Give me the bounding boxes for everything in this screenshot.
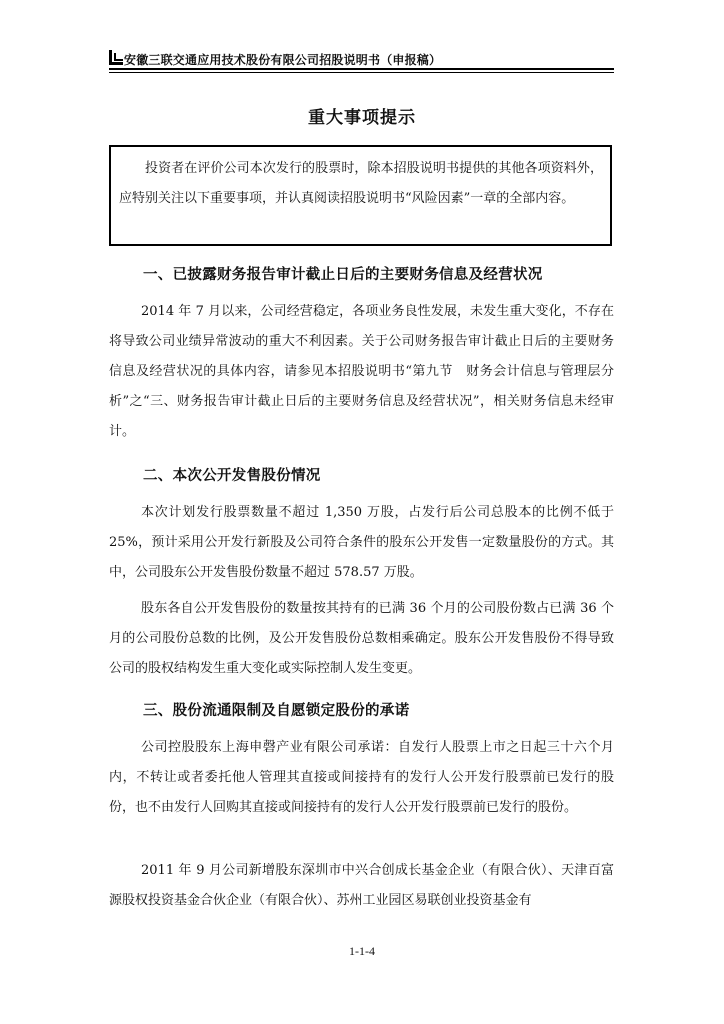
- company-logo-icon: [109, 50, 123, 65]
- section-heading-1: 一、已披露财务报告审计截止日后的主要财务信息及经营状况: [143, 267, 543, 283]
- page-title: 重大事项提示: [308, 108, 416, 128]
- page-number: 1-1-4: [349, 944, 375, 958]
- section-3-paragraph-1: 公司控股股东上海申磬产业有限公司承诺：自发行人股票上市之日起三十六个月内，不转让或者委托他人管理其直接或间接持有的发行人公开发行股票前已发行的股份，也不由发行人回购其直接或间接持有的发行人公开发行股票前已发行的股份。: [109, 740, 614, 815]
- document-header: [109, 48, 614, 70]
- section-2-paragraph-1: 本次计划发行股票数量不超过 1,350 万股，占发行后公司总股本的比例不低于 25%，预计采用公开发行新股及公司符合条件的股东公开发售一定数量股份的方式。其中，公司股东公开发售股份数量不超过 578.57 万股。: [109, 505, 614, 580]
- notice-text: 投资者在评价公司本次发行的股票时，除本招股说明书提供的其他各项资料外，应特别关注以下重要事项，并认真阅读招股说明书“风险因素”一章的全部内容。: [119, 161, 603, 206]
- section-3-paragraph-2: 2011 年 9 月公司新增股东深圳市中兴合创成长基金企业（有限合伙）、天津百富源股权投资基金合伙企业（有限合伙）、苏州工业园区易联创业投资基金有: [109, 863, 614, 908]
- header-divider: [109, 68, 614, 70]
- section-2-paragraph-2: 股东各自公开发售股份的数量按其持有的已满 36 个月的公司股份数占已满 36 个月的公司股份总数的比例，及公开发售股份总数相乘确定。股东公开发售股份不得导致公司的股权结构发生重大变化或实际控制人发生变更。: [109, 601, 614, 676]
- section-1-paragraph-1: 2014 年 7 月以来，公司经营稳定，各项业务良性发展，未发生重大变化，不存在将导致公司业绩异常波动的重大不利因素。关于公司财务报告审计截止日后的主要财务信息及经营状况的具体内容，请参见本招股说明书“第九节 财务会计信息与管理层分析”之“三、财务报告审计截止日后的主要财务信息及经营状况”，相关财务信息未经审计。: [109, 304, 614, 439]
- document-header-title: 安徽三联交通应用技术股份有限公司招股说明书（申报稿）: [124, 53, 442, 67]
- section-heading-3: 三、股份流通限制及自愿锁定股份的承诺: [143, 703, 410, 719]
- notice-box: [109, 145, 612, 246]
- header-divider-thin: [109, 72, 614, 73]
- section-heading-2: 二、本次公开发售股份情况: [143, 468, 321, 484]
